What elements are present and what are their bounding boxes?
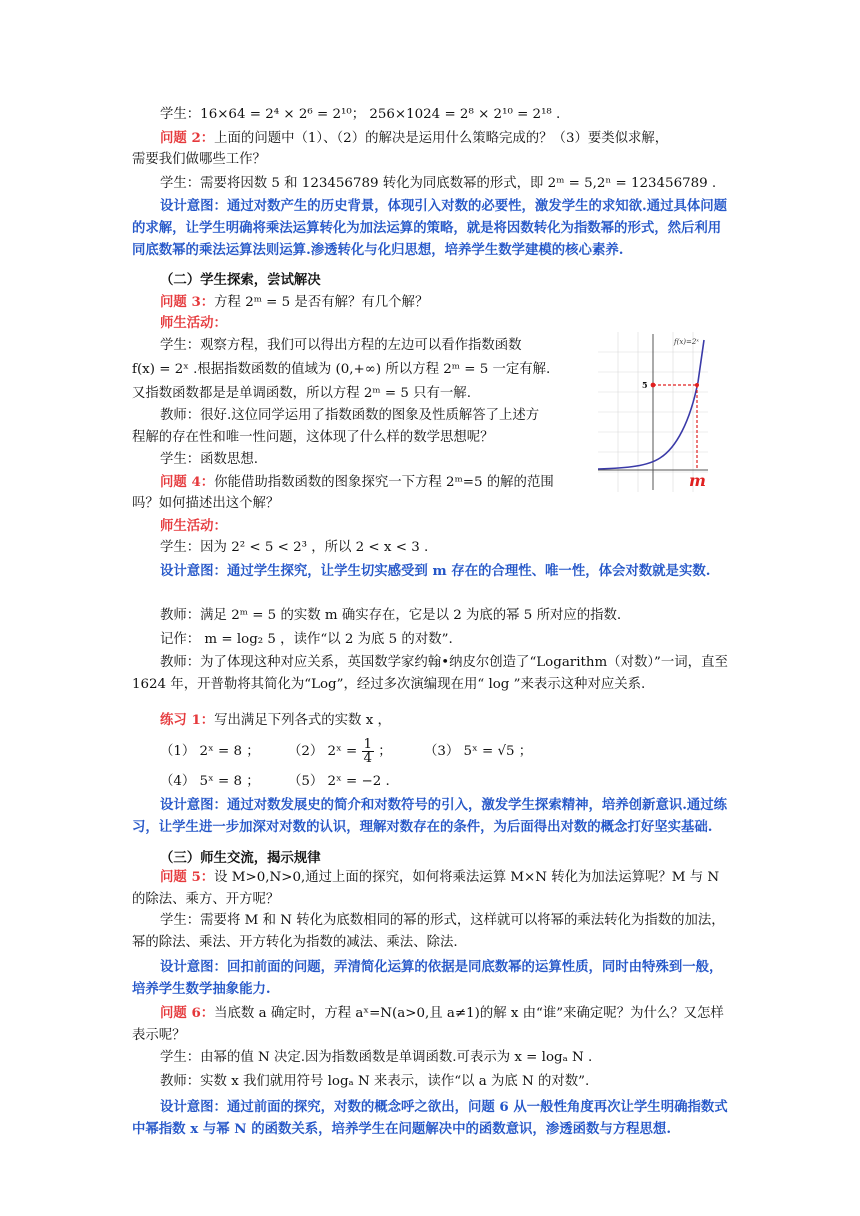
- exercise-item-1: （1） 2ˣ = 8 ；: [160, 744, 260, 759]
- question-4-text: 你能借助指数函数的图象探究一下方程 2ᵐ=5 的解的范围: [214, 475, 554, 490]
- activity-label-2: 师生活动：: [160, 518, 227, 534]
- question-6: [132, 1002, 730, 1047]
- question-2-label: 问题 2：: [160, 130, 215, 146]
- exercise-item-4: （4） 5ˣ = 8 ；: [160, 774, 260, 789]
- student-answer-q4: 学生：因为 2² < 5 < 2³ ，所以 2 < x < 3 .: [160, 540, 429, 555]
- fraction-numerator: 1: [363, 737, 373, 752]
- exponential-curve: [598, 340, 704, 469]
- question-2-continued: 需要我们做哪些工作？: [132, 152, 266, 167]
- design-intent-3: 设计意图：通过对数发展史的简介和对数符号的引入，激发学生探索精神，培养创新意识.通过练习，让学生进一步加深对对数的认识，理解对数存在的条件，为后面得出对数的概念打好坚实基础.: [132, 797, 728, 835]
- question-2: [160, 128, 668, 149]
- fraction-denominator: 4: [363, 751, 373, 766]
- teacher-definition: 教师：满足 2ᵐ = 5 的实数 m 确实存在，它是以 2 为底的幂 5 所对应的指数.: [160, 608, 622, 623]
- question-2-text: 上面的问题中（1）、（2）的解决是运用什么策略完成的？（3）要类似求解，: [214, 131, 669, 146]
- question-6-label: 问题 6：: [160, 1005, 215, 1021]
- teacher-comment-1: 教师：很好.这位同学运用了指数函数的图象及性质解答了上述方: [160, 408, 540, 423]
- exercise-item-2: [288, 733, 392, 771]
- fraction-one-quarter: [362, 738, 375, 765]
- question-3-label: 问题 3：: [160, 294, 215, 310]
- student-answer-q5: 学生：需要将 M 和 N 转化为底数相同的幂的形式，这样就可以将幂的乘法转化为指数的加法，幂的除法、乘法、开方转化为指数的减法、乘法、除法.: [132, 913, 725, 950]
- design-intent-5: 设计意图：通过前面的探究，对数的概念呼之欲出，问题 6 从一般性角度再次让学生明确指数式中幂指数 x 与幂 N 的函数关系，培养学生在问题解决中的函数意识，渗透函数与方程思想.: [132, 1099, 728, 1137]
- student-unique: 又指数函数都是是单调函数，所以方程 2ᵐ = 5 只有一解.: [132, 386, 471, 401]
- exercise-1-text: 写出满足下列各式的实数 x ，: [214, 713, 391, 728]
- question-5-text: 设 M>0,N>0,通过上面的探究，如何将乘法运算 M×N 转化为加法运算呢？M 与 N 的除法、乘方、开方呢？: [132, 870, 720, 907]
- section-heading-3: （三）师生交流，揭示规律: [160, 850, 321, 866]
- design-intent-2: 设计意图：通过学生探究，让学生切实感受到 m 存在的合理性、唯一性，体会对数就是实数.: [160, 563, 711, 579]
- question-4-continued: 吗？如何描述出这个解？: [132, 496, 280, 511]
- student-answer-q6: 学生：由幂的值 N 决定.因为指数函数是单调函数.可表示为 x = logₐ N .: [160, 1050, 593, 1065]
- design-intent-1: 设计意图：通过对数产生的历史背景，体现引入对数的必要性，激发学生的求知欲.通过具体问题的求解，让学生明确将乘法运算转化为加法运算的策略，就是将因数转化为指数幂的形式，然后利用同底数幂的乘法运算法则运算.渗透转化与化归思想，培养学生数学建模的核心素养.: [132, 198, 728, 258]
- teacher-history: 教师：为了体现这种对应关系，英国数学家约翰•纳皮尔创造了“Logarithm（对数）”一词，直至 1624 年，开普勒将其简化为“Log”，经过多次演编现在用“ log ”来表示这种对应关系.: [132, 655, 728, 692]
- exercise-item-2-pre: （2） 2ˣ =: [288, 744, 358, 759]
- teacher-comment-1-continued: 程解的存在性和唯一性问题，这体现了什么样的数学思想呢？: [132, 430, 494, 445]
- point-on-curve: [695, 383, 699, 387]
- student-range: f(x) = 2ˣ .根据指数函数的值域为 (0,+∞) 所以方程 2ᵐ = 5 一定有解.: [132, 362, 551, 377]
- exercise-item-5: （5） 2ˣ = −2 .: [288, 774, 390, 789]
- point-marker: [651, 383, 656, 388]
- exercise-item-3: （3） 5ˣ = √5 ；: [424, 744, 533, 759]
- student-answer-q2: 学生：需要将因数 5 和 123456789 转化为同底数幂的形式，即 2ᵐ = 5,2ⁿ = 123456789 .: [160, 176, 717, 191]
- student-observe: 学生：观察方程，我们可以得出方程的左边可以看作指数函数: [160, 338, 522, 353]
- activity-label-1: 师生活动：: [160, 315, 227, 331]
- question-6-text: 当底数 a 确定时，方程 aˣ=N(a>0,且 a≠1)的解 x 由“谁”来确定呢？为什么？又怎样表示呢？: [132, 1006, 724, 1043]
- function-label: f(x)=2ˣ: [674, 338, 699, 346]
- question-4: [160, 472, 554, 493]
- student-function-idea: 学生：函数思想.: [160, 452, 258, 467]
- question-3-text: 方程 2ᵐ = 5 是否有解？有几个解？: [214, 295, 429, 310]
- design-intent-4: 设计意图：回扣前面的问题，弄清简化运算的依据是同底数幂的运算性质，同时由特殊到一般，培养学生数学抽象能力.: [132, 959, 723, 997]
- exponential-graph: [598, 332, 708, 492]
- question-5-label: 问题 5：: [160, 869, 215, 885]
- teacher-notation: 教师：实数 x 我们就用符号 logₐ N 来表示，读作“以 a 为底 N 的对数”.: [160, 1074, 590, 1089]
- exercise-1-label: 练习 1：: [160, 712, 215, 728]
- exercise-item-2-post: ；: [378, 744, 392, 759]
- notation-note: 记作： m = log₂ 5 ，读作“以 2 为底 5 的对数”.: [160, 632, 453, 647]
- exercise-1: [160, 710, 391, 731]
- x-solution-label: m: [689, 471, 706, 490]
- question-5: [132, 866, 730, 911]
- section-heading-2: （二）学生探索，尝试解决: [160, 272, 321, 288]
- question-4-label: 问题 4：: [160, 474, 215, 490]
- question-3: [160, 292, 428, 313]
- student-answer-1: 学生：16×64 = 2⁴ × 2⁶ = 2¹⁰； 256×1024 = 2⁸ × 2¹⁰ = 2¹⁸ .: [160, 107, 561, 122]
- y-value-label: 5: [642, 380, 648, 390]
